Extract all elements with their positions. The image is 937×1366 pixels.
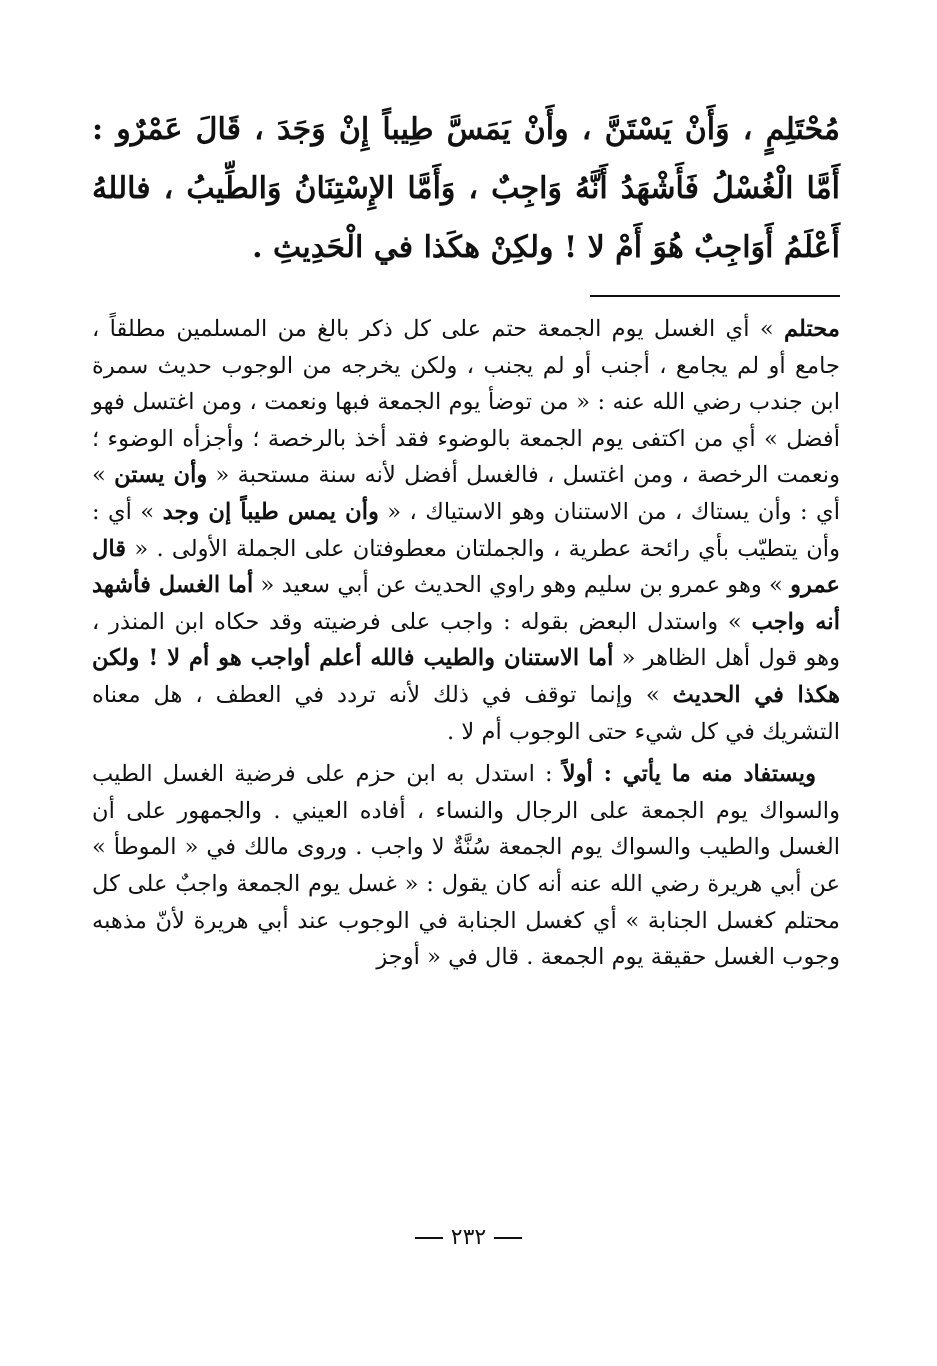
- commentary-paragraph-2: [92, 756, 840, 976]
- quoted-phrase-p2-0: ويستفاد منه ما يأتي : أولاً: [562, 761, 816, 788]
- commentary-text-p1-5: » أي : وأن يتطيّب بأي رائحة عطرية ، والجملتان معطوفتان على الجملة الأولى . «: [92, 498, 840, 562]
- quoted-phrase-p1-10: أما الاستنان والطيب فالله أعلم أواجب هو أم لا ! ولكن هكذا في الحديث: [92, 645, 840, 708]
- commentary-text-p1-9: » واستدل البعض بقوله : واجب على فرضيته وقد حكاه ابن المنذر ، وهو قول أهل الظاهر «: [92, 608, 841, 672]
- page-number-dash-left: [494, 1237, 522, 1239]
- commentary-text-p2-1: : استدل به ابن حزم على فرضية الغسل الطيب والسواك يوم الجمعة على الرجال والنساء ، أفاده العيني . والجمهور على أن الغسل والطيب والسواك يوم الجمعة سُنَّةٌ لا واجب . وروى مالك في « الموطأ » عن أبي هريرة رضي الله عنه أنه كان يقول : « غسل يوم الجمعة واجبٌ على كل محتلم كغسل الجنابة » أي كغسل الجنابة في الوجوب عند أبي هريرة لأنّ مذهبه وجوب الغسل حقيقة يوم الجمعة . قال في « أوجز: [92, 761, 840, 971]
- hadith-text: مُحْتَلِمٍ ، وَأَنْ يَسْتَنَّ ، وأَنْ يَمَسَّ طِيباً إِنْ وَجَدَ ، قَالَ عَمْرٌو : أَمَّا الْغُسْلُ فَأَشْهَدُ أَنَّهُ وَاجِبٌ ، وَأَمَّا الإِسْتِنَانُ وَالطِّيبُ ، فاللهُ أَعْلَمُ أَوَاجِبٌ هُوَ أَمْ لا ! ولكِنْ هكَذا في الْحَدِيثِ .: [92, 112, 840, 265]
- quoted-phrase-p1-8: أما الغسل فأشهد أنه واجب: [92, 572, 840, 635]
- commentary-text-p1-11: » وإنما توقف في ذلك لأنه تردد في العطف ، هل معناه التشريك في كل شيء حتى الوجوب أم لا .: [92, 681, 840, 745]
- page-number: ٢٣٢: [450, 1225, 487, 1250]
- quoted-phrase-p1-6: قال عمرو: [92, 535, 840, 599]
- quoted-phrase-p1-2: وأن يستن: [114, 462, 208, 489]
- quoted-phrase-p1-0: محتلم: [783, 316, 840, 342]
- footnote-separator: [590, 295, 840, 297]
- commentary-text-p1-1: » أي الغسل يوم الجمعة حتم على كل ذكر بالغ من المسلمين مطلقاً ، جامع أو لم يجامع ، أجنب أو لم يجنب ، ولكن يخرجه من الوجوب حديث سمرة ابن جندب رضي الله عنه : « من توضأ يوم الجمعة فبها ونعمت ، ومن اغتسل فهو أفضل » أي من اكتفى يوم الجمعة بالوضوء فقد أخذ بالرخصة ؛ وأجزأه الوضوء ؛ ونعمت الرخصة ، ومن اغتسل ، فالغسل أفضل لأنه سنة مستحبة «: [92, 316, 840, 489]
- quoted-phrase-p1-4: وأن يمس طيباً إن وجد: [162, 498, 379, 525]
- page-content: [92, 100, 840, 976]
- commentary-text-p1-7: » وهو عمرو بن سليم وهو راوي الحديث عن أبي سعيد «: [253, 572, 791, 599]
- commentary-paragraph-1: [92, 311, 840, 750]
- page-number-dash-right: [415, 1237, 443, 1239]
- commentary-text-p1-3: » أي : وأن يستاك ، من الاستنان وهو الاستياك ، «: [92, 462, 840, 525]
- page-footer: [0, 1225, 937, 1250]
